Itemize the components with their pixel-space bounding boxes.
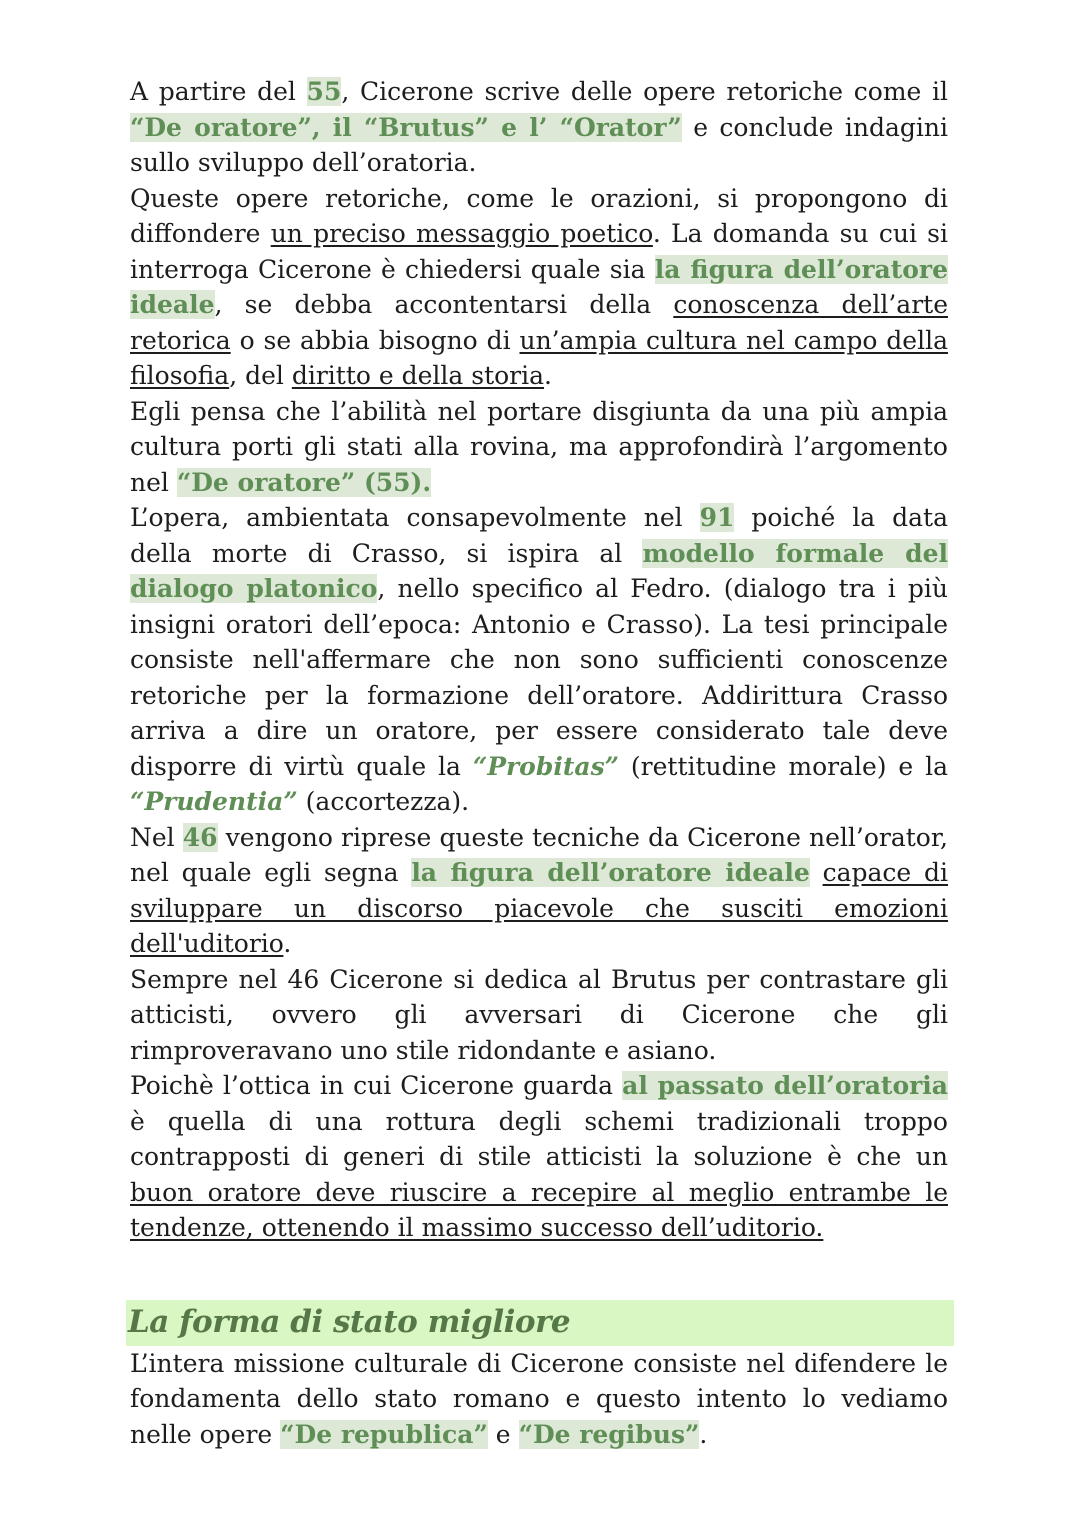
text: L’opera, ambientata consapevolmente nel xyxy=(130,503,700,532)
highlight-work: “De regibus” xyxy=(518,1419,700,1449)
text: vengono riprese queste tecniche da Cicerone nell’orator, nel quale egli segna xyxy=(130,822,948,887)
text: o se abbia bisogno di xyxy=(230,325,520,355)
text xyxy=(810,858,823,887)
highlight-text: modello formale del dialogo platonico xyxy=(130,538,948,603)
highlight-text: “De oratore” (55). xyxy=(176,467,432,497)
highlight-year: 55 xyxy=(306,77,342,106)
underlined-text: un preciso messaggio poetico xyxy=(270,219,653,248)
underlined-text: diritto e della storia xyxy=(291,361,545,390)
underlined-text: conoscenza dell’arte retorica xyxy=(130,290,948,355)
text: . xyxy=(699,1419,708,1449)
paragraph-orator xyxy=(130,820,948,962)
text: (accortezza). xyxy=(297,787,470,816)
paragraph-oratore-ideale xyxy=(130,181,948,394)
text: (rettitudine morale) e la xyxy=(619,751,948,781)
section-heading: La forma di stato migliore xyxy=(126,1300,954,1346)
text: . xyxy=(544,361,552,390)
highlight-text: la figura dell’oratore ideale xyxy=(411,858,810,887)
paragraph-passato xyxy=(130,1068,948,1246)
paragraph-cultura xyxy=(130,394,948,501)
text: , se debba accontentarsi della xyxy=(214,290,674,319)
text: e xyxy=(487,1419,519,1449)
text: , nello specifico al Fedro. (dialogo tra i più insigni oratori dell’epoca: Antonio e Crasso). La tesi principale consiste nell'affermare che non sono sufficienti conoscenze retoriche per la formazione dell’oratore. Addirittura Crasso arriva a dire un oratore, per essere considerato tale deve disporre di virtù quale la xyxy=(130,574,948,781)
text: , Cicerone scrive delle opere retoriche come il xyxy=(341,77,948,106)
paragraph-brutus xyxy=(130,962,948,1069)
highlight-year: 46 xyxy=(182,822,218,852)
text: L’intera missione culturale di Cicerone consiste nel difendere le fondamenta dello stato romano e questo intento lo vediamo nelle opere xyxy=(130,1348,948,1449)
highlight-work: “De republica” xyxy=(280,1419,488,1449)
text: , del xyxy=(229,361,292,390)
highlight-year: 91 xyxy=(699,503,735,532)
paragraph-retoriche xyxy=(130,74,948,181)
highlight-italic: “Prudentia” xyxy=(130,787,298,816)
text: Queste opere retoriche, come le orazioni, si propongono di diffondere xyxy=(130,183,948,248)
highlight-text: al passato dell’oratoria xyxy=(622,1071,948,1100)
text: Nel xyxy=(130,822,183,852)
document-page xyxy=(130,74,948,1452)
text: A partire del xyxy=(130,77,307,106)
text: e conclude indagini sullo sviluppo dell’oratoria. xyxy=(130,112,948,177)
highlight-italic: “Probitas” xyxy=(472,751,620,781)
text: . xyxy=(283,929,292,958)
text: Poichè l’ottica in cui Cicerone guarda xyxy=(130,1071,623,1100)
text: . La domanda su cui si interroga Cicerone è chiedersi quale sia xyxy=(130,219,949,284)
text: è quella di una rottura degli schemi tradizionali troppo contrapposti di generi di stile atticisti la soluzione è che un xyxy=(130,1106,948,1171)
paragraph-de-oratore xyxy=(130,500,948,820)
underlined-text: capace di sviluppare un discorso piacevole che susciti emozioni dell'uditorio xyxy=(130,858,948,958)
text: Egli pensa che l’abilità nel portare disgiunta da una più ampia cultura porti gli stati alla rovina, ma approfondirà l’argomento nel xyxy=(130,396,948,497)
highlight-works: “De oratore”, il “Brutus” e l’ “Orator” xyxy=(130,112,682,142)
text: poiché la data della morte di Crasso, si ispira al xyxy=(130,503,948,568)
underlined-text: buon oratore deve riuscire a recepire al meglio entrambe le tendenze, ottenendo il massimo successo dell’uditorio. xyxy=(130,1177,948,1242)
highlight-text: la figura dell’oratore ideale xyxy=(130,254,948,319)
underlined-text: un’ampia cultura nel campo della filosofia xyxy=(130,325,949,390)
text: Sempre nel 46 Cicerone si dedica al Brutus per contrastare gli atticisti, ovvero gli avversari di Cicerone che gli rimproveravano uno stile ridondante e asiano. xyxy=(130,964,948,1065)
paragraph-missione xyxy=(130,1346,948,1453)
